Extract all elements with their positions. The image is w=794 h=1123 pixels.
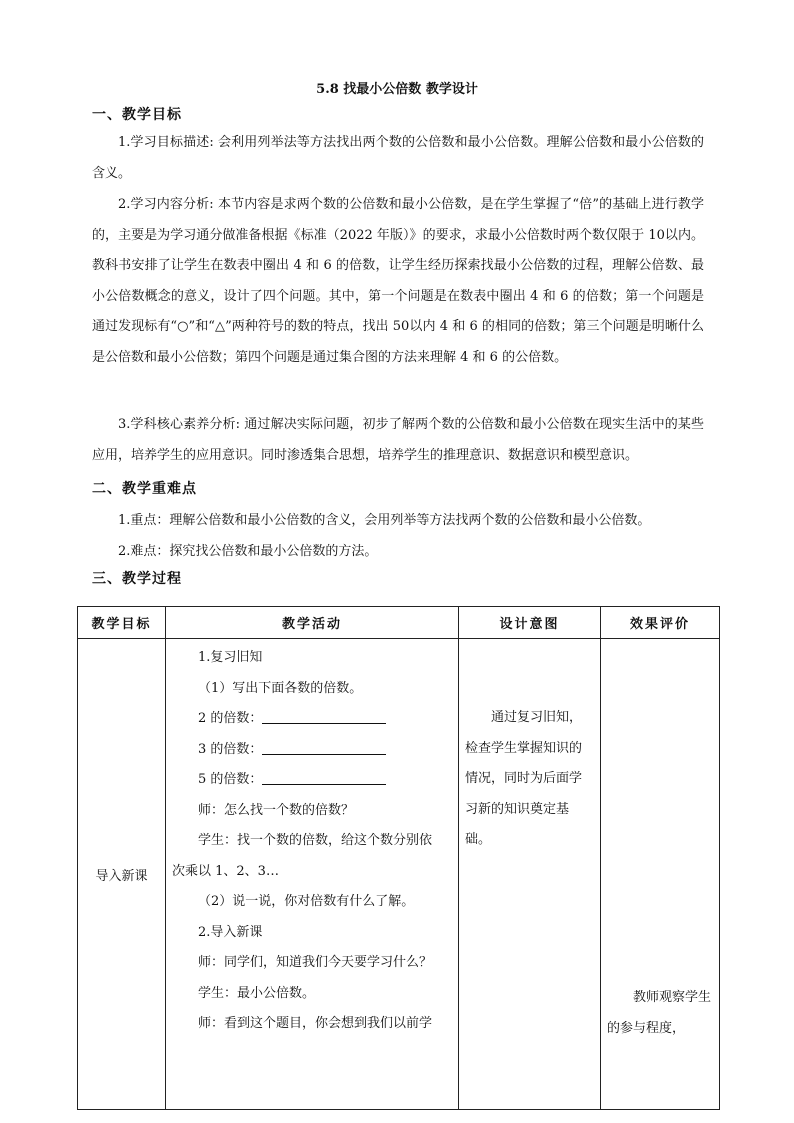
activity-line: 学生：最小公倍数。	[198, 985, 316, 1001]
intent-cell: 通过复习旧知，检查学生掌握知识的情况，同时为后面学习新的知识奠定基础。	[459, 639, 601, 1110]
activity-line: 2.导入新课	[198, 924, 263, 940]
keypoint-1: 1.重点：理解公倍数和最小公倍数的含义，会用列举等方法找两个数的公倍数和最小公倍数。	[118, 513, 651, 528]
objective-paragraph-3: 3.学科核心素养分析: 通过解决实际问题，初步了解两个数的公倍数和最小公倍数在现实生活中的某些应用，培养学生的应用意识。同时渗透集合思想，培养学生的推理意识、数据意识和模型意识。	[92, 417, 704, 463]
header-intent: 设计意图	[459, 607, 601, 639]
document-title: 5.8 找最小公倍数 教学设计	[316, 82, 478, 97]
objective-paragraph-2: 2.学习内容分析: 本节内容是求两个数的公倍数和最小公倍数，是在学生掌握了“倍”的基础上进行教学的，主要是为学习通分做准备根据《标准（2022 年版）》的要求，求最小公倍数时两个数仅限于 10以内。教科书安排了让学生在数表中圈出 4 和 6 的倍数，让学生经历探索找最小公倍数的过程，理解公倍数、最小公倍数概念的意义，设计了四个问题。其中，第一个问题是在数表中圈出 4 和 6 的倍数；第一个问题是通过发现标有“○”和“△”两种符号的数的特点，找出 50以内 4 和 6 的相同的倍数；第三个问题是明晰什么是公倍数和最小公倍数；第四个问题是通过集合图的方法来理解 4 和 6 的公倍数。	[92, 197, 704, 365]
activity-line: （1）写出下面各数的倍数。	[198, 680, 363, 696]
section-heading-objectives: 一、教学目标	[92, 107, 182, 123]
section-heading-process: 三、教学过程	[92, 571, 182, 587]
keypoint-2: 2.难点：探究找公倍数和最小公倍数的方法。	[118, 544, 378, 559]
activity-line: 师：同学们，知道我们今天要学习什么？	[198, 955, 433, 970]
activity-line: 次乘以 1、2、3…	[172, 863, 279, 879]
header-goal: 教学目标	[78, 607, 166, 639]
section-heading-keypoints: 二、教学重难点	[92, 481, 197, 497]
table-row	[78, 639, 720, 1110]
answer-blank	[262, 770, 386, 785]
activity-line: 师：怎么找一个数的倍数？	[198, 802, 355, 818]
evaluation-cell	[601, 639, 720, 1110]
goal-cell: 导入新课	[78, 639, 166, 1110]
activity-line: （2）说一说，你对倍数有什么了解。	[198, 894, 415, 909]
header-evaluation: 效果评价	[601, 607, 720, 639]
activity-line: 2 的倍数：	[172, 704, 452, 735]
activity-cell	[166, 639, 459, 1110]
activity-line: 3 的倍数：	[172, 735, 452, 766]
activity-line: 1.复习旧知	[198, 650, 263, 665]
evaluation-text: 教师观察学生的参与程度，	[607, 990, 712, 1036]
answer-blank	[262, 709, 386, 724]
teaching-process-table	[77, 606, 720, 1110]
activity-line: 师：看到这个题目，你会想到我们以前学	[198, 1016, 433, 1031]
table-header-row	[78, 607, 720, 639]
objective-paragraph-1: 1.学习目标描述: 会利用列举法等方法找出两个数的公倍数和最小公倍数。理解公倍数和最小公倍数的含义。	[92, 135, 704, 181]
header-activity: 教学活动	[166, 607, 459, 639]
activity-line: 学生：找一个数的倍数，给这个数分别依	[198, 833, 433, 848]
activity-line: 5 的倍数：	[172, 765, 452, 796]
answer-blank	[262, 740, 386, 755]
